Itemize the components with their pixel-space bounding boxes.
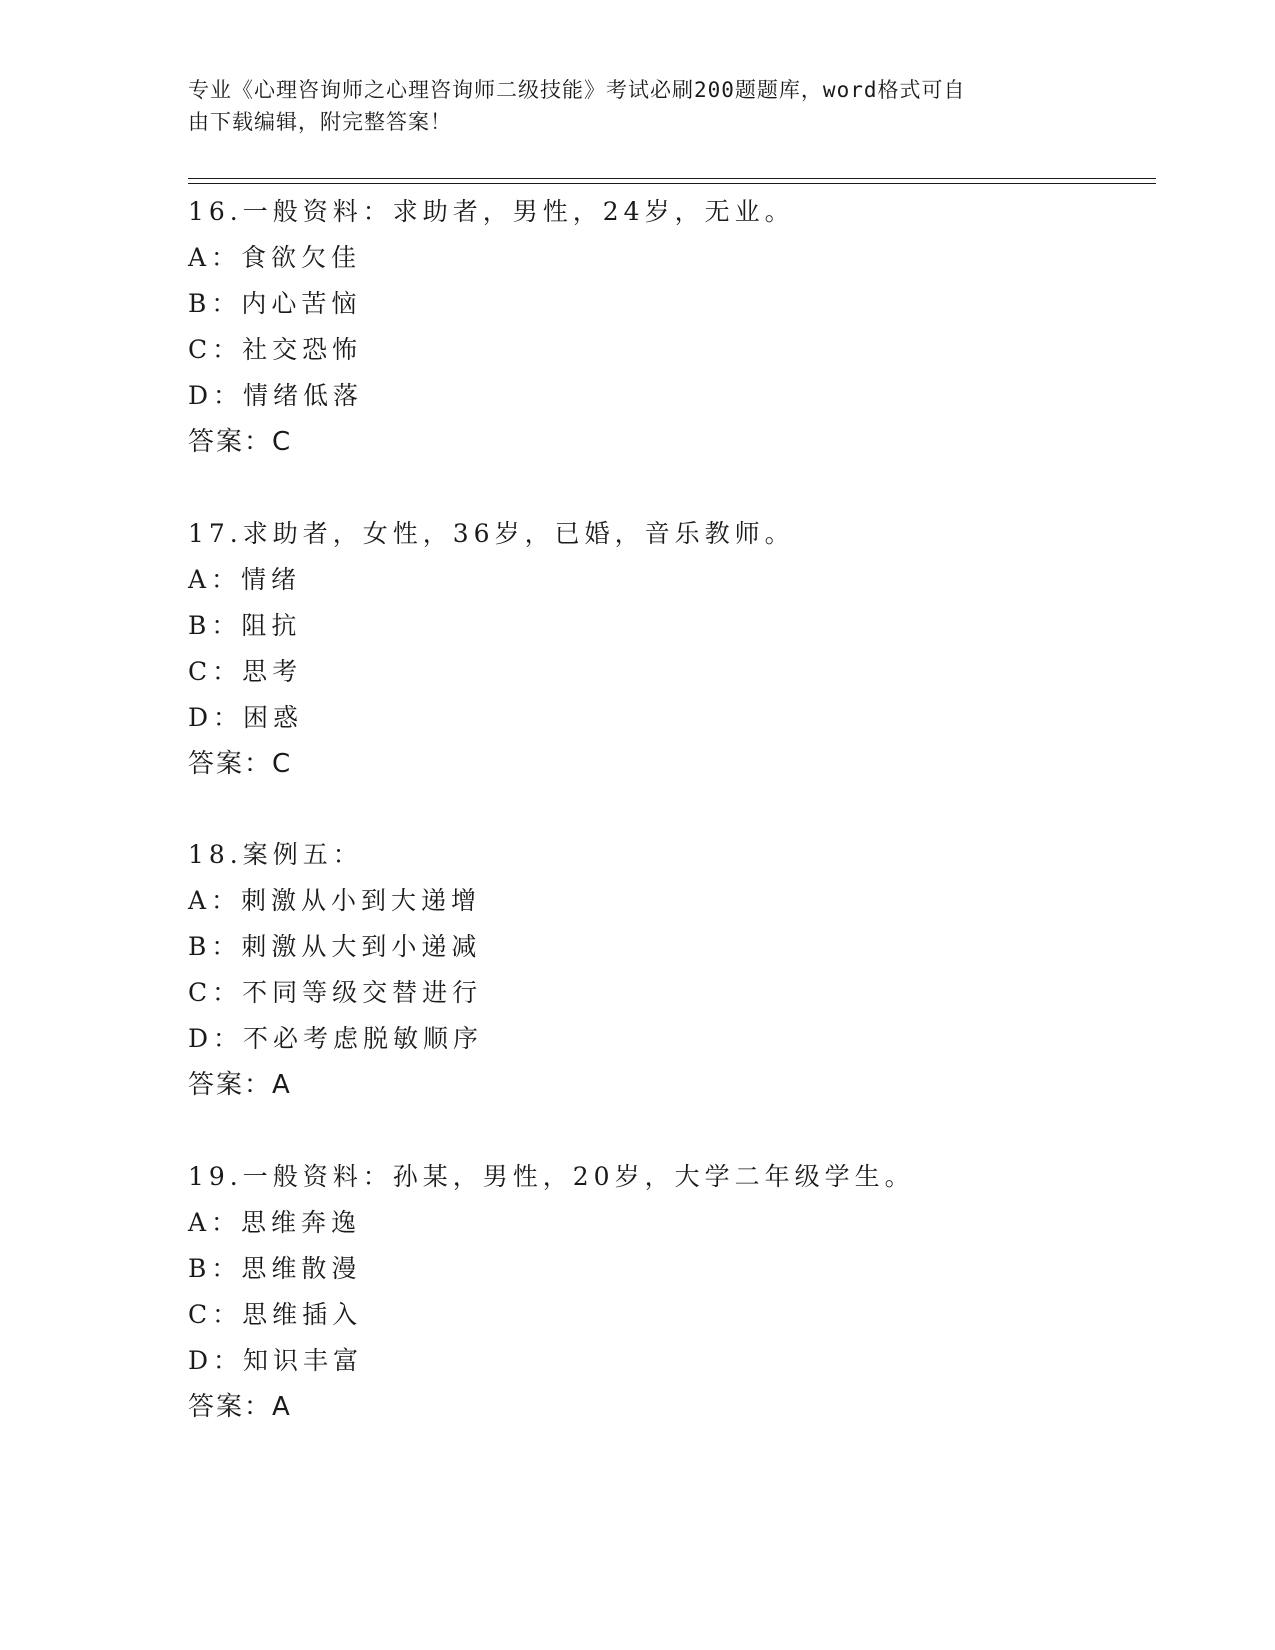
option-c: C：不同等级交替进行 xyxy=(188,978,483,1007)
option-b: B：阻抗 xyxy=(188,611,302,640)
option-d: D：困惑 xyxy=(188,703,304,732)
answer: 答案：A xyxy=(188,1392,292,1422)
question-16 xyxy=(188,189,1148,465)
question-title: 16.一般资料：求助者，男性，24岁，无业。 xyxy=(188,197,795,226)
question-title: 18.案例五： xyxy=(188,840,363,869)
option-c: C：思维插入 xyxy=(188,1300,363,1329)
question-17 xyxy=(188,511,1148,787)
answer: 答案：A xyxy=(188,1070,292,1100)
option-d: D：知识丰富 xyxy=(188,1346,364,1375)
option-a: A：刺激从小到大递增 xyxy=(188,886,482,915)
header-divider-bottom xyxy=(188,183,1156,184)
answer: 答案：C xyxy=(188,427,293,457)
header-divider-top xyxy=(188,178,1156,179)
question-title: 17.求助者，女性，36岁，已婚，音乐教师。 xyxy=(188,519,795,548)
option-a: A：情绪 xyxy=(188,565,302,594)
option-c: C：社交恐怖 xyxy=(188,335,363,364)
question-18 xyxy=(188,832,1148,1108)
option-b: B：内心苦恼 xyxy=(188,289,362,318)
option-b: B：刺激从大到小递减 xyxy=(188,932,482,961)
question-19 xyxy=(188,1154,1148,1430)
option-d: D：情绪低落 xyxy=(188,381,364,410)
header-line-2: 由下载编辑，附完整答案！ xyxy=(188,110,452,134)
document-header xyxy=(188,74,1068,138)
option-c: C：思考 xyxy=(188,657,303,686)
answer: 答案：C xyxy=(188,749,293,779)
option-a: A：食欲欠佳 xyxy=(188,243,362,272)
question-title: 19.一般资料：孙某，男性，20岁，大学二年级学生。 xyxy=(188,1162,915,1191)
option-d: D：不必考虑脱敏顺序 xyxy=(188,1024,484,1053)
option-a: A：思维奔逸 xyxy=(188,1208,362,1237)
header-line-1: 专业《心理咨询师之心理咨询师二级技能》考试必刷200题题库，word格式可自 xyxy=(188,78,966,102)
option-b: B：思维散漫 xyxy=(188,1254,362,1283)
